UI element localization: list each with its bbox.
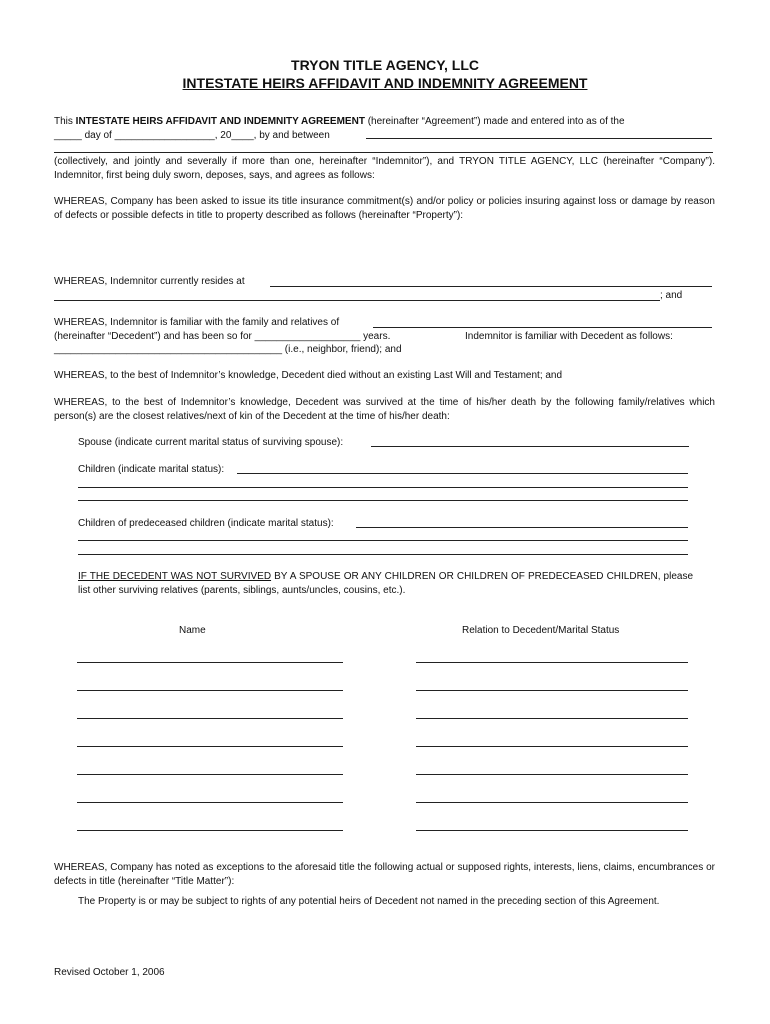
property-subject-paragraph: The Property is or may be subject to rights of any potential heirs of Decedent not named in the preceding section of this Agreement. xyxy=(78,896,660,907)
name-line-1[interactable] xyxy=(77,662,343,663)
resides-end: ; and xyxy=(660,290,683,301)
whereas-exceptions: WHEREAS, Company has noted as exceptions to the aforesaid title the following actual or supposed rights, interests, liens, claims, encumbrances or defects in title (hereinafter “Title Matter”): xyxy=(54,862,715,887)
children-blank-2[interactable] xyxy=(78,487,688,488)
name-column-header: Name xyxy=(179,625,206,636)
familiar-line-3: _________________________________________ (i.e., neighbor, friend); and xyxy=(54,344,402,355)
name-line-6[interactable] xyxy=(77,802,343,803)
intro-parties-text: (collectively, and jointly and severally if more than one, hereinafter “Indemnitor”), and TRYON TITLE AGENCY, LLC (hereinafter “Company”). Indemnitor, first being duly sworn, deposes, says, and agrees as follows: xyxy=(54,156,715,181)
familiar-line-1: WHEREAS, Indemnitor is familiar with the family and relatives of xyxy=(54,317,340,328)
residence-blank-1[interactable] xyxy=(270,286,712,287)
children-label: Children (indicate marital status): xyxy=(78,464,225,475)
whereas-property: WHEREAS, Company has been asked to issue its title insurance commitment(s) and/or policy or policies insuring against loss or damage by reason of defects or possible defects in title to property described as follows (hereinafter “Property”): xyxy=(54,196,715,221)
company-title: TRYON TITLE AGENCY, LLC xyxy=(291,57,479,73)
name-line-2[interactable] xyxy=(77,690,343,691)
parties-blank-2[interactable] xyxy=(54,152,713,153)
residence-blank-2[interactable] xyxy=(54,300,660,301)
children-blank-1[interactable] xyxy=(237,473,688,474)
predeceased-label: Children of predeceased children (indicate marital status): xyxy=(78,518,334,529)
name-line-7[interactable] xyxy=(77,830,343,831)
intro-line-2: _____ day of __________________, 20____, by and between xyxy=(54,130,330,141)
document-title: INTESTATE HEIRS AFFIDAVIT AND INDEMNITY AGREEMENT xyxy=(182,75,588,91)
relation-line-5[interactable] xyxy=(416,774,688,775)
decedent-name-blank[interactable] xyxy=(373,327,712,328)
familiar-line-2a: (hereinafter “Decedent”) and has been so for ___________________ years. xyxy=(54,331,391,342)
name-line-5[interactable] xyxy=(77,774,343,775)
resides-label: WHEREAS, Indemnitor currently resides at xyxy=(54,276,245,287)
relation-line-3[interactable] xyxy=(416,718,688,719)
not-survived-paragraph: IF THE DECEDENT WAS NOT SURVIVED BY A SPOUSE OR ANY CHILDREN OR CHILDREN OF PREDECEASED CHILDREN, please list other surviving relatives (parents, siblings, aunts/uncles, cousins, etc.). xyxy=(78,571,694,596)
whereas-survived: WHEREAS, to the best of Indemnitor’s knowledge, Decedent was survived at the time of his/her death by the following family/relatives which person(s) are the closest relatives/next of kin of the Decedent at the time of his/her death: xyxy=(54,397,715,422)
parties-blank-1[interactable] xyxy=(366,138,712,139)
familiar-line-2b: Indemnitor is familiar with Decedent as follows: xyxy=(465,331,673,342)
whereas-no-will: WHEREAS, to the best of Indemnitor’s knowledge, Decedent died without an existing Last Will and Testament; and xyxy=(54,370,563,381)
relation-line-1[interactable] xyxy=(416,662,688,663)
name-line-4[interactable] xyxy=(77,746,343,747)
relation-line-4[interactable] xyxy=(416,746,688,747)
relation-line-7[interactable] xyxy=(416,830,688,831)
predeceased-blank-1[interactable] xyxy=(356,527,688,528)
revision-footer: Revised October 1, 2006 xyxy=(54,967,165,978)
children-blank-3[interactable] xyxy=(78,500,688,501)
relation-line-2[interactable] xyxy=(416,690,688,691)
predeceased-blank-3[interactable] xyxy=(78,554,688,555)
spouse-blank[interactable] xyxy=(371,446,689,447)
relation-column-header: Relation to Decedent/Marital Status xyxy=(462,625,620,636)
relation-line-6[interactable] xyxy=(416,802,688,803)
spouse-label: Spouse (indicate current marital status of surviving spouse): xyxy=(78,437,344,448)
intro-line-1: This INTESTATE HEIRS AFFIDAVIT AND INDEMNITY AGREEMENT (hereinafter “Agreement”) made and entered into as of the xyxy=(54,116,625,127)
predeceased-blank-2[interactable] xyxy=(78,540,688,541)
name-line-3[interactable] xyxy=(77,718,343,719)
